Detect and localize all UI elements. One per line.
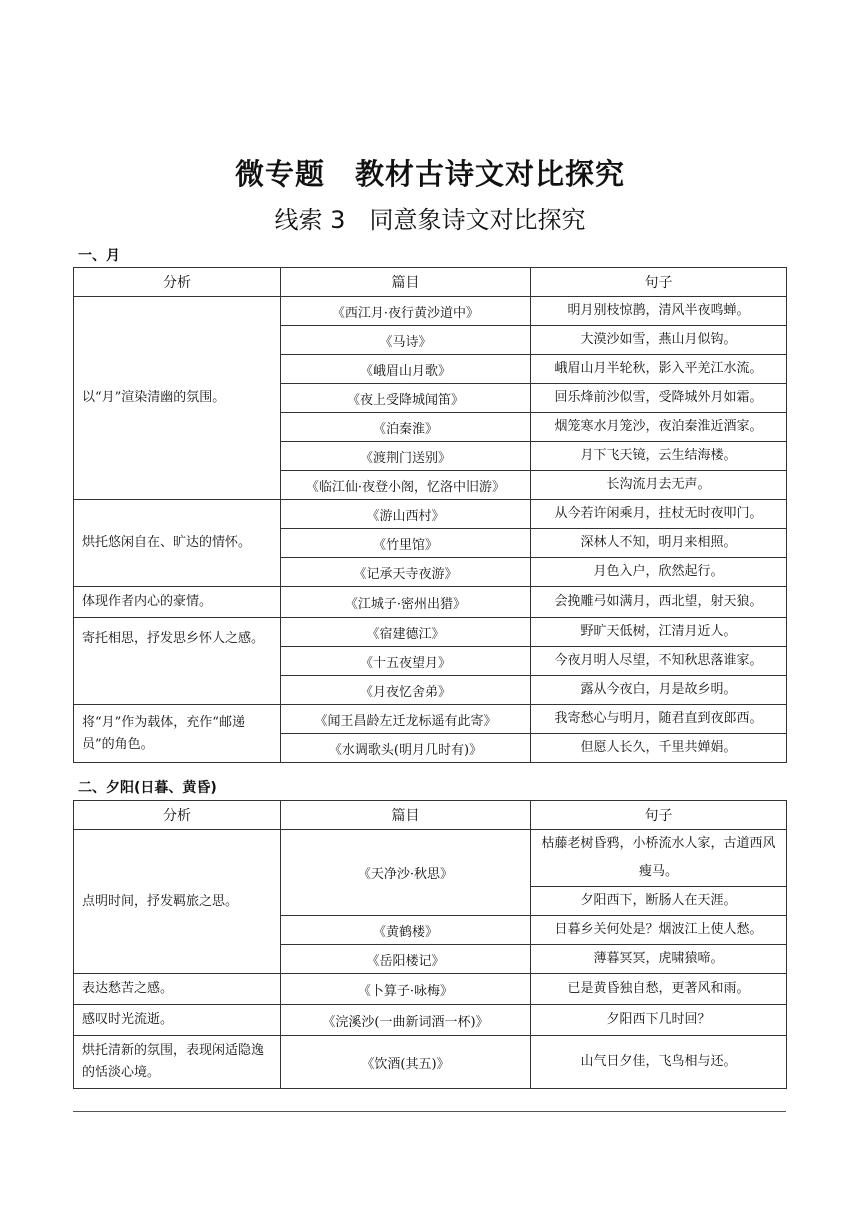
sentence-cell: 夕阳西下，断肠人在天涯。: [531, 887, 787, 916]
sentence-cell: 从今若许闲乘月，拄杖无时夜叩门。: [531, 500, 787, 529]
page-subtitle: 线索 3 同意象诗文对比探究: [274, 206, 586, 234]
analysis-cell: 烘托悠闲自在、旷达的情怀。: [74, 500, 281, 587]
sunset-table: [73, 800, 787, 1089]
sentence-cell: 峨眉山月半轮秋，影入平羌江水流。: [531, 355, 787, 384]
title-cell: 《江城子·密州出猎》: [281, 587, 531, 618]
title-cell: 《十五夜望月》: [281, 647, 531, 676]
column-header: 篇目: [281, 801, 531, 830]
sentence-cell: 已是黄昏独自愁，更著风和雨。: [531, 974, 787, 1005]
title-cell: 《浣溪沙(一曲新词酒一杯)》: [281, 1005, 531, 1036]
table-row: [74, 1005, 787, 1036]
title-cell: 《卜算子·咏梅》: [281, 974, 531, 1005]
analysis-cell: 将“月”作为载体，充作“邮递员”的角色。: [74, 705, 281, 763]
column-header: 分析: [74, 268, 281, 297]
sentence-cell: 烟笼寒水月笼沙，夜泊秦淮近酒家。: [531, 413, 787, 442]
title-cell: 《临江仙·夜登小阁，忆洛中旧游》: [281, 471, 531, 500]
sentence-cell: 山气日夕佳，飞鸟相与还。: [531, 1036, 787, 1089]
title-cell: 《马诗》: [281, 326, 531, 355]
title-cell: 《泊秦淮》: [281, 413, 531, 442]
title-cell: 《竹里馆》: [281, 529, 531, 558]
sentence-cell: 我寄愁心与明月，随君直到夜郎西。: [531, 705, 787, 734]
sentence-cell: 枯藤老树昏鸦，小桥流水人家，古道西风瘦马。: [531, 830, 787, 887]
section-heading-moon: 一、月: [78, 248, 120, 264]
table-row: [74, 974, 787, 1005]
analysis-cell: 表达愁苦之感。: [74, 974, 281, 1005]
sentence-cell: 但愿人长久，千里共婵娟。: [531, 734, 787, 763]
analysis-cell: 寄托相思，抒发思乡怀人之感。: [74, 618, 281, 705]
table-row: [74, 830, 787, 887]
table-header-row: [74, 268, 787, 297]
sentence-cell: 大漠沙如雪，燕山月似钩。: [531, 326, 787, 355]
sentence-cell: 月下飞天镜，云生结海楼。: [531, 442, 787, 471]
sentence-cell: 深林人不知，明月来相照。: [531, 529, 787, 558]
title-cell: 《饮酒(其五)》: [281, 1036, 531, 1089]
title-cell: 《黄鹤楼》: [281, 916, 531, 945]
sentence-cell: 会挽雕弓如满月，西北望，射天狼。: [531, 587, 787, 618]
analysis-cell: 以“月”渲染清幽的氛围。: [74, 297, 281, 500]
table-row: [74, 297, 787, 326]
table-row: [74, 1036, 787, 1089]
title-cell: 《渡荆门送别》: [281, 442, 531, 471]
title-cell: 《夜上受降城闻笛》: [281, 384, 531, 413]
table-row: [74, 587, 787, 618]
analysis-cell: 烘托清新的氛围，表现闲适隐逸的恬淡心境。: [74, 1036, 281, 1089]
sentence-cell: 回乐烽前沙似雪，受降城外月如霜。: [531, 384, 787, 413]
title-cell: 《游山西村》: [281, 500, 531, 529]
analysis-cell: 体现作者内心的豪情。: [74, 587, 281, 618]
column-header: 篇目: [281, 268, 531, 297]
sentence-cell: 薄暮冥冥，虎啸猿啼。: [531, 945, 787, 974]
section-heading-sunset: 二、夕阳(日暮、黄昏): [78, 780, 217, 796]
title-cell: 《岳阳楼记》: [281, 945, 531, 974]
table-row: [74, 618, 787, 647]
sentence-cell: 露从今夜白，月是故乡明。: [531, 676, 787, 705]
analysis-cell: 感叹时光流逝。: [74, 1005, 281, 1036]
footer-divider: [73, 1111, 786, 1112]
sentence-cell: 月色入户，欣然起行。: [531, 558, 787, 587]
analysis-cell: 点明时间，抒发羁旅之思。: [74, 830, 281, 974]
sentence-cell: 今夜月明人尽望，不知秋思落谁家。: [531, 647, 787, 676]
title-cell: 《水调歌头(明月几时有)》: [281, 734, 531, 763]
sentence-cell: 明月别枝惊鹊，清风半夜鸣蝉。: [531, 297, 787, 326]
title-cell: 《峨眉山月歌》: [281, 355, 531, 384]
table-row: [74, 500, 787, 529]
sentence-cell: 夕阳西下几时回？: [531, 1005, 787, 1036]
table-header-row: [74, 801, 787, 830]
moon-table: [73, 267, 787, 763]
title-cell: 《西江月·夜行黄沙道中》: [281, 297, 531, 326]
title-cell: 《宿建德江》: [281, 618, 531, 647]
column-header: 句子: [531, 268, 787, 297]
page-title: 微专题 教材古诗文对比探究: [234, 157, 625, 191]
title-cell: 《记承天寺夜游》: [281, 558, 531, 587]
column-header: 句子: [531, 801, 787, 830]
column-header: 分析: [74, 801, 281, 830]
title-cell: 《天净沙·秋思》: [281, 830, 531, 916]
sentence-cell: 日暮乡关何处是？烟波江上使人愁。: [531, 916, 787, 945]
sentence-cell: 野旷天低树，江清月近人。: [531, 618, 787, 647]
sentence-cell: 长沟流月去无声。: [531, 471, 787, 500]
title-cell: 《月夜忆舍弟》: [281, 676, 531, 705]
title-cell: 《闻王昌龄左迁龙标遥有此寄》: [281, 705, 531, 734]
table-row: [74, 705, 787, 734]
